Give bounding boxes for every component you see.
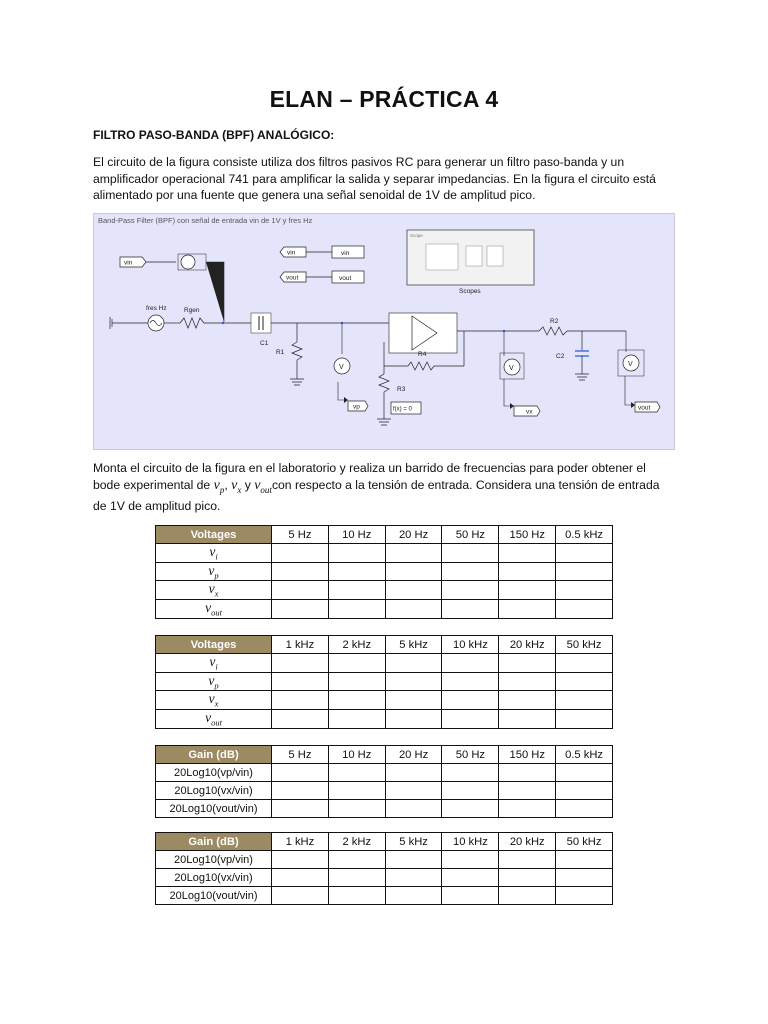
- table-cell[interactable]: [328, 887, 385, 905]
- frequency-header: 0.5 kHz: [556, 526, 613, 544]
- table-cell[interactable]: [385, 672, 442, 691]
- frequency-header: 1 kHz: [272, 833, 329, 851]
- svg-text:Rgen: Rgen: [184, 307, 200, 314]
- header-row: [156, 636, 613, 654]
- gain-table-high: [155, 832, 613, 905]
- table-cell[interactable]: [556, 782, 613, 800]
- svg-text:V: V: [339, 364, 344, 371]
- table-cell[interactable]: [272, 544, 329, 563]
- frequency-header: 50 Hz: [442, 526, 499, 544]
- vout-display-block: [332, 271, 364, 283]
- table-cell[interactable]: [385, 764, 442, 782]
- rgen-resistor: [180, 307, 204, 328]
- svg-text:vx: vx: [526, 408, 533, 416]
- table-cell[interactable]: [328, 672, 385, 691]
- row-header-label: Voltages: [156, 636, 272, 654]
- table-cell[interactable]: [556, 710, 613, 729]
- table-cell[interactable]: [272, 764, 329, 782]
- frequency-header: 10 Hz: [328, 746, 385, 764]
- table-cell[interactable]: [385, 654, 442, 673]
- symbol-vx: $v_x$: [231, 477, 242, 495]
- frequency-header: 150 Hz: [499, 746, 556, 764]
- gain-label: 20Log10(vp/vin): [156, 851, 272, 869]
- frequency-header: 150 Hz: [499, 526, 556, 544]
- vin-from-tag: [280, 247, 306, 257]
- table-cell[interactable]: [272, 691, 329, 710]
- table-cell[interactable]: [556, 851, 613, 869]
- voltages-table-high: [155, 635, 613, 729]
- voltage-label: $v_p$: [156, 672, 272, 691]
- table-cell[interactable]: [328, 600, 385, 619]
- table-row: [156, 581, 613, 600]
- table-cell[interactable]: [556, 764, 613, 782]
- symbol-vout: $v_{out}$: [254, 477, 272, 495]
- table-cell[interactable]: [328, 764, 385, 782]
- table-cell[interactable]: [556, 800, 613, 818]
- row-header-label: Voltages: [156, 526, 272, 544]
- row-header-label: Gain (dB): [156, 746, 272, 764]
- voltage-label: $v_i$: [156, 544, 272, 563]
- table-row: [156, 764, 613, 782]
- table-cell[interactable]: [272, 887, 329, 905]
- solver-configuration-block: [391, 402, 421, 414]
- diagram-title: Band-Pass Filter (BPF) con señal de entrada vin de 1V y fres Hz: [98, 216, 313, 225]
- table-row: [156, 887, 613, 905]
- table-cell[interactable]: [385, 800, 442, 818]
- ac-voltage-source: [146, 305, 167, 331]
- vx-goto-tag: [514, 406, 540, 416]
- voltage-label: $v_{out}$: [156, 710, 272, 729]
- table-cell[interactable]: [499, 764, 556, 782]
- svg-text:V: V: [509, 365, 514, 372]
- table-cell[interactable]: [385, 581, 442, 600]
- table-cell[interactable]: [442, 869, 499, 887]
- table-cell[interactable]: [385, 544, 442, 563]
- table-row: [156, 869, 613, 887]
- table-cell[interactable]: [499, 887, 556, 905]
- table-cell[interactable]: [328, 710, 385, 729]
- voltage-label: $v_x$: [156, 691, 272, 710]
- svg-text:vin: vin: [341, 250, 350, 257]
- svg-text:C2: C2: [556, 353, 565, 360]
- frequency-header: 10 kHz: [442, 636, 499, 654]
- r2-resistor: [539, 318, 567, 335]
- table-cell[interactable]: [328, 581, 385, 600]
- frequency-header: 2 kHz: [328, 833, 385, 851]
- svg-text:vout: vout: [286, 274, 299, 282]
- table-cell[interactable]: [556, 544, 613, 563]
- frequency-header: 20 Hz: [385, 526, 442, 544]
- table-cell[interactable]: [499, 710, 556, 729]
- svg-text:R2: R2: [550, 318, 559, 325]
- svg-text:V: V: [628, 361, 633, 368]
- vin-goto-tag: [120, 257, 146, 267]
- table-cell[interactable]: [328, 544, 385, 563]
- table-cell[interactable]: [272, 672, 329, 691]
- table-cell[interactable]: [272, 710, 329, 729]
- voltage-label: $v_{out}$: [156, 600, 272, 619]
- frequency-header: 20 Hz: [385, 746, 442, 764]
- table-cell[interactable]: [272, 782, 329, 800]
- symbol-vp: $v_p$: [213, 477, 225, 495]
- frequency-header: 5 kHz: [385, 636, 442, 654]
- table-cell[interactable]: [385, 600, 442, 619]
- table-cell[interactable]: [499, 600, 556, 619]
- table-row: [156, 851, 613, 869]
- table-cell[interactable]: [556, 654, 613, 673]
- svg-text:Scope: Scope: [410, 233, 423, 238]
- table-row: [156, 562, 613, 581]
- table-cell[interactable]: [328, 869, 385, 887]
- vp-voltmeter: [334, 323, 350, 403]
- frequency-header: 20 kHz: [499, 636, 556, 654]
- table-cell[interactable]: [442, 691, 499, 710]
- op-amp-741: [389, 313, 457, 353]
- table-cell[interactable]: [385, 562, 442, 581]
- table-cell[interactable]: [442, 581, 499, 600]
- table-cell[interactable]: [442, 600, 499, 619]
- frequency-header: 5 kHz: [385, 833, 442, 851]
- header-row: [156, 746, 613, 764]
- table-cell[interactable]: [385, 691, 442, 710]
- gain-table-low: [155, 745, 613, 818]
- frequency-header: 50 kHz: [556, 833, 613, 851]
- table-row: [156, 672, 613, 691]
- voltage-label: $v_x$: [156, 581, 272, 600]
- table-cell[interactable]: [272, 581, 329, 600]
- frequency-header: 10 kHz: [442, 833, 499, 851]
- circuit-diagram: [93, 213, 675, 450]
- table-row: [156, 710, 613, 729]
- table-row: [156, 654, 613, 673]
- vin-display-block: [332, 246, 364, 258]
- table-row: [156, 782, 613, 800]
- table-cell[interactable]: [385, 710, 442, 729]
- vout-goto-tag: [635, 402, 660, 412]
- table-cell[interactable]: [556, 887, 613, 905]
- vout-voltmeter: [618, 331, 644, 408]
- table-cell[interactable]: [499, 800, 556, 818]
- table-cell[interactable]: [385, 782, 442, 800]
- table-cell[interactable]: [556, 581, 613, 600]
- frequency-header: 1 kHz: [272, 636, 329, 654]
- header-row: [156, 833, 613, 851]
- svg-text:vp: vp: [353, 403, 360, 411]
- table-cell[interactable]: [272, 654, 329, 673]
- table-cell[interactable]: [328, 782, 385, 800]
- table-cell[interactable]: [442, 544, 499, 563]
- gain-label: 20Log10(vx/vin): [156, 782, 272, 800]
- table-cell[interactable]: [328, 562, 385, 581]
- table-row: [156, 800, 613, 818]
- svg-text:C1: C1: [260, 340, 269, 347]
- vout-from-tag: [280, 272, 306, 282]
- voltages-table-low: [155, 525, 613, 619]
- table-cell[interactable]: [272, 869, 329, 887]
- table-cell[interactable]: [442, 654, 499, 673]
- gain-label: 20Log10(vout/vin): [156, 887, 272, 905]
- table-cell[interactable]: [328, 654, 385, 673]
- svg-text:R4: R4: [418, 351, 427, 358]
- table-cell[interactable]: [499, 581, 556, 600]
- table-cell[interactable]: [385, 869, 442, 887]
- svg-text:vout: vout: [638, 404, 651, 412]
- frequency-header: 2 kHz: [328, 636, 385, 654]
- table-cell[interactable]: [328, 851, 385, 869]
- table-cell[interactable]: [499, 782, 556, 800]
- svg-text:Scopes: Scopes: [459, 288, 481, 295]
- table-cell[interactable]: [499, 691, 556, 710]
- table-cell[interactable]: [442, 800, 499, 818]
- gain-label: 20Log10(vout/vin): [156, 800, 272, 818]
- table-cell[interactable]: [499, 851, 556, 869]
- svg-text:f(x) = 0: f(x) = 0: [393, 406, 412, 413]
- table-cell[interactable]: [442, 710, 499, 729]
- frequency-header: 20 kHz: [499, 833, 556, 851]
- table-cell[interactable]: [272, 600, 329, 619]
- table-cell[interactable]: [442, 672, 499, 691]
- svg-text:vout: vout: [339, 275, 352, 282]
- table-cell[interactable]: [442, 562, 499, 581]
- table-cell[interactable]: [556, 869, 613, 887]
- svg-text:R1: R1: [276, 349, 285, 356]
- vx-voltmeter: [500, 331, 524, 409]
- table-cell[interactable]: [385, 851, 442, 869]
- table-cell[interactable]: [499, 869, 556, 887]
- scopes-subsystem: [407, 230, 534, 295]
- table-cell[interactable]: [272, 851, 329, 869]
- table-cell[interactable]: [272, 800, 329, 818]
- table-cell[interactable]: [442, 764, 499, 782]
- svg-text:fres Hz: fres Hz: [146, 305, 167, 312]
- frequency-header: 0.5 kHz: [556, 746, 613, 764]
- instructions-paragraph: Monta el circuito de la figura en el laboratorio y realiza un barrido de frecuencias para poder obtener el bode experimental de $v_p$, $v_x$ y $v_{out}con$ respecto a la tensión de entrada. Considera una tensión de entrada de 1V de amplitud pico.: [93, 461, 660, 513]
- table-cell[interactable]: [556, 600, 613, 619]
- row-header-label: Gain (dB): [156, 833, 272, 851]
- r1-resistor: [276, 323, 304, 385]
- table-row: [156, 544, 613, 563]
- voltage-label: $v_i$: [156, 654, 272, 673]
- c1-capacitor: [251, 313, 271, 347]
- table-cell[interactable]: [328, 691, 385, 710]
- svg-text:vin: vin: [124, 259, 133, 267]
- section-subtitle: FILTRO PASO-BANDA (BPF) ANALÓGICO:: [93, 128, 335, 142]
- table-cell[interactable]: [556, 691, 613, 710]
- page-title: ELAN – PRÁCTICA 4: [269, 86, 499, 112]
- table-cell[interactable]: [556, 562, 613, 581]
- gain-label: 20Log10(vp/vin): [156, 764, 272, 782]
- table-cell[interactable]: [499, 544, 556, 563]
- frequency-header: 5 Hz: [272, 526, 329, 544]
- table-cell[interactable]: [272, 562, 329, 581]
- svg-text:vin: vin: [287, 249, 296, 257]
- svg-text:R3: R3: [397, 386, 406, 393]
- vp-goto-tag: [348, 401, 368, 411]
- table-row: [156, 691, 613, 710]
- frequency-header: 50 kHz: [556, 636, 613, 654]
- table-cell[interactable]: [442, 851, 499, 869]
- c2-capacitor: [556, 331, 589, 380]
- table-cell[interactable]: [499, 562, 556, 581]
- table-cell[interactable]: [442, 887, 499, 905]
- frequency-header: 10 Hz: [328, 526, 385, 544]
- table-cell[interactable]: [442, 782, 499, 800]
- table-cell[interactable]: [385, 887, 442, 905]
- frequency-header: 50 Hz: [442, 746, 499, 764]
- gain-label: 20Log10(vx/vin): [156, 869, 272, 887]
- frequency-header: 5 Hz: [272, 746, 329, 764]
- intro-paragraph: El circuito de la figura consiste utiliza dos filtros pasivos RC para generar un filtro paso-banda y un amplificador operacional 741 para amplificar la salida y separar impedancias. En la figura el circuito está alimentado por una fuente que genera una señal senoidal de 1V de amplitud pico.: [93, 155, 656, 202]
- table-cell[interactable]: [499, 672, 556, 691]
- header-row: [156, 526, 613, 544]
- table-cell[interactable]: [556, 672, 613, 691]
- table-cell[interactable]: [328, 800, 385, 818]
- table-cell[interactable]: [499, 654, 556, 673]
- voltage-label: $v_p$: [156, 562, 272, 581]
- table-row: [156, 600, 613, 619]
